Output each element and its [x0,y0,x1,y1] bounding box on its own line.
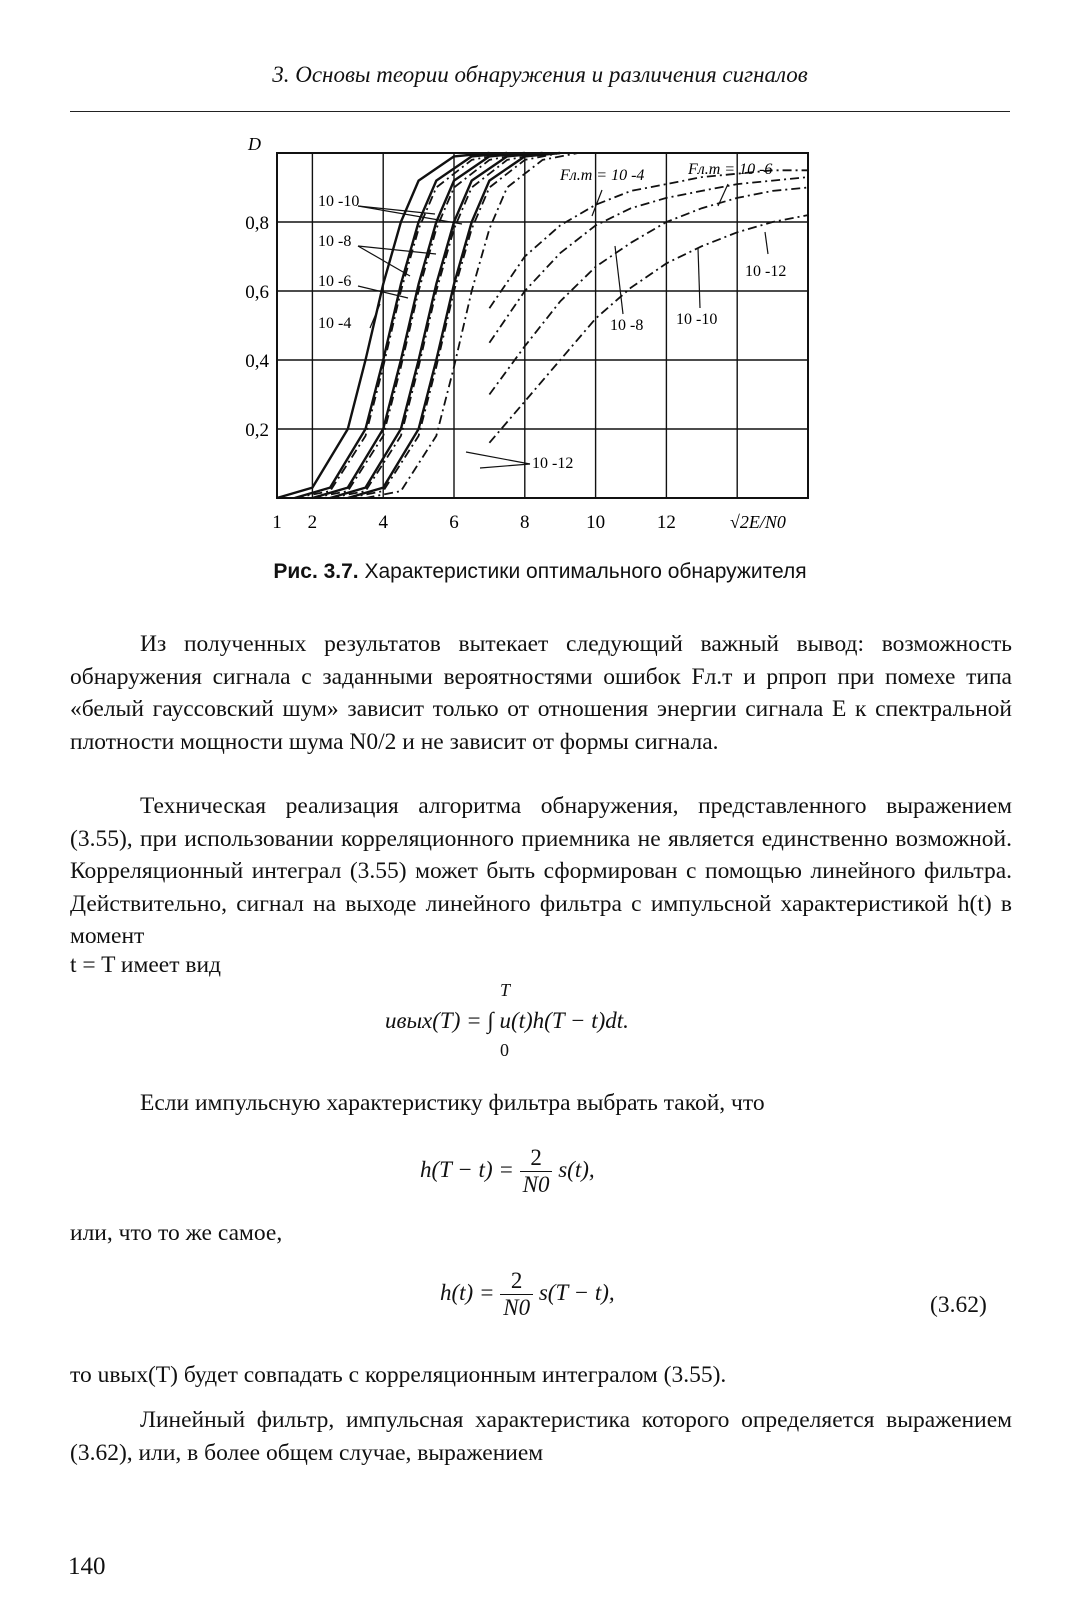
eq2-left: h(T − t) = [420,1156,514,1182]
caption-text: Характеристики оптимального обнаружителя [364,560,807,583]
detection-curve [366,153,578,498]
x-tick-label: 12 [656,512,676,533]
equation-h-T-minus-t [420,1145,595,1198]
detection-chart [230,128,830,543]
paragraph-1: Из полученных результатов вытекает следующий важный вывод: возможность обнаружения сигнала с заданными вероятностями ошибок Fл.т и pпроп при помехе типа «белый гауссовский шум» зависит только от отношения энергии сигнала E к спектральной плотности мощности шума N0/2 и не зависит от формы сигнала. [70,631,1012,755]
eq3-numerator: 2 [500,1268,533,1295]
leader-line [466,452,530,464]
x-tick-label: 1 [272,512,282,533]
y-tick-label: 0,6 [245,282,269,303]
label-pm-10-6: 10 -6 [318,273,352,290]
x-tick-label: 10 [586,512,606,533]
leader-line [615,246,623,314]
label-pm-10-8-right: 10 -8 [610,317,644,334]
eq2-fraction [520,1145,553,1198]
eq3-left: h(t) = [440,1279,495,1305]
paragraph-4: или, что то же самое, [70,1220,283,1246]
leader-line [698,248,700,308]
x-tick-label: 2 [307,512,318,533]
leader-line [765,232,768,254]
detection-curve [489,177,808,343]
integral-expression: uвых(T) = ∫ u(t)h(T − t)dt. [385,1008,629,1033]
page-number: 140 [68,1553,106,1580]
eq3-denominator: N0 [503,1295,531,1320]
detection-curve [489,170,808,308]
label-pm-10-8: 10 -8 [318,233,352,250]
label-pm-10-10: 10 -10 [318,193,360,210]
label-fa-10-4: Fл.т = 10 -4 [560,167,645,184]
running-header: 3. Основы теории обнаружения и различения сигналов [272,62,808,87]
x-tick-label: 4 [378,512,388,533]
y-tick-label: 0,4 [245,351,269,372]
y-tick-label: 0,8 [245,213,269,234]
paragraph-3: Если импульсную характеристику фильтра выбрать такой, что [140,1090,765,1116]
detection-curve [489,215,808,443]
x-tick-label: 6 [449,512,459,533]
header-rule [70,111,1010,112]
x-axis-label: √2E/N0 [730,512,786,532]
integral-lower-limit: 0 [500,1040,509,1060]
label-pm-10-10-right: 10 -10 [676,311,718,328]
integral-upper-limit: T [500,980,511,1000]
y-axis-label: D [248,134,261,154]
eq2-numerator: 2 [520,1145,553,1172]
eq2-denominator: N0 [522,1172,550,1197]
paragraph-2-end: t = T имеет вид [70,952,221,978]
figure-caption [70,560,1010,584]
detection-curve [330,153,542,498]
paragraph-5: то uвых(T) будет совпадать с корреляционным интегралом (3.55). [70,1362,727,1388]
equation-number: (3.62) [930,1292,987,1318]
label-pm-10-12-bottom: 10 -12 [532,455,574,472]
eq3-right: s(T − t), [538,1279,615,1305]
detection-curve [330,153,542,498]
paragraph-2: Техническая реализация алгоритма обнаружения, представленного выражением (3.55), при использовании корреляционного приемника не является единственно возможной. Корреляционный интеграл (3.55) может быть сформирован с помощью линейного фильтра. Действительно, сигнал на выходе линейного фильтра с импульсной характеристикой h(t) в момент [70,793,1012,949]
y-tick-label: 0,2 [245,420,269,441]
paragraph-6: Линейный фильтр, импульсная характеристика которого определяется выражением (3.62), или, в более общем случае, выражением [70,1407,1012,1466]
eq3-fraction [500,1268,533,1321]
label-pm-10-12-right: 10 -12 [745,263,787,280]
equation-3-62 [440,1268,615,1321]
x-tick-label: 8 [520,512,530,533]
label-pm-10-4: 10 -4 [318,315,352,332]
caption-number: Рис. 3.7. [273,560,359,583]
chart-annotations [318,161,786,472]
leader-line [480,464,530,468]
label-fa-10-6: Fл.т = 10 -6 [688,161,773,178]
eq2-right: s(t), [558,1156,595,1182]
